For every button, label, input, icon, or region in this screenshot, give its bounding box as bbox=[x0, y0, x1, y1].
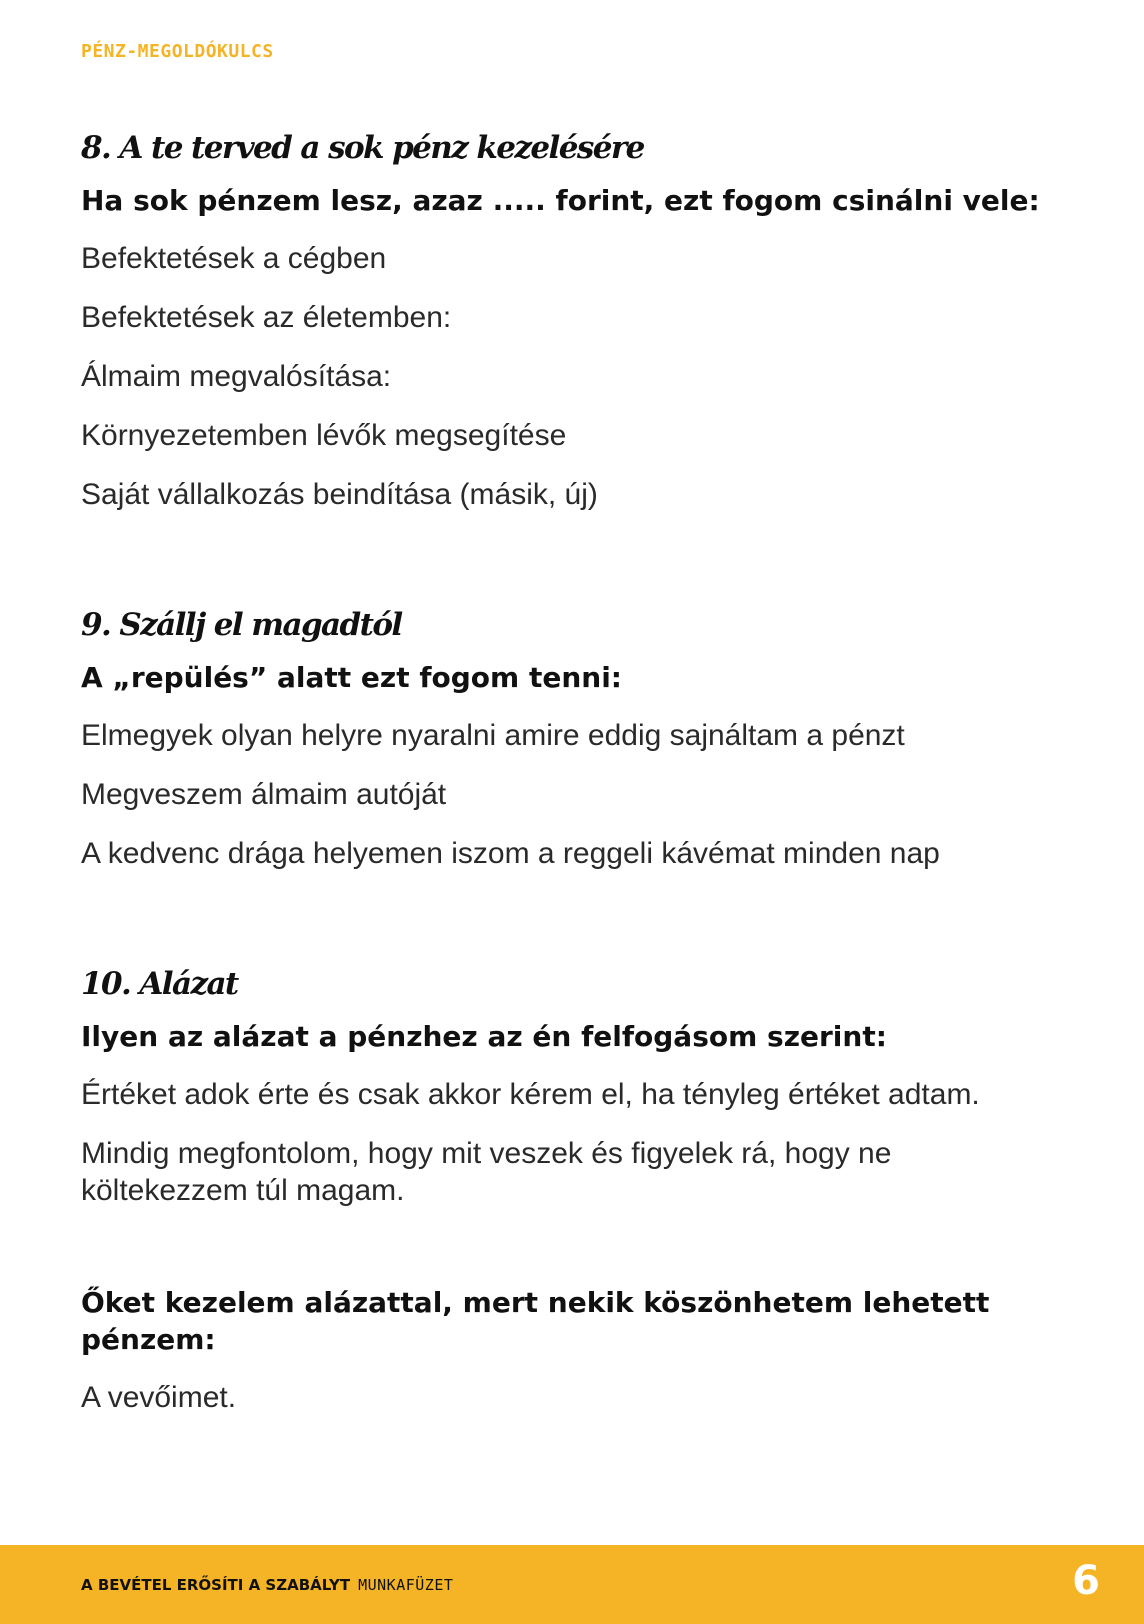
answer-item: Megveszem álmaim autóját bbox=[81, 778, 447, 811]
running-header: PÉNZ-MEGOLDÓKULCS bbox=[81, 41, 274, 62]
section-title: 8. A te terved a sok pénz kezelésére bbox=[81, 130, 644, 166]
footer-title bbox=[81, 1576, 453, 1594]
footer-title-light: MUNKAFÜZET bbox=[358, 1576, 454, 1594]
section-question-secondary: Őket kezelem alázattal, mert nekik köszönhetem lehetett pénzem: bbox=[81, 1286, 990, 1356]
answer-item: Elmegyek olyan helyre nyaralni amire eddig sajnáltam a pénzt bbox=[81, 719, 905, 752]
answer-list bbox=[81, 1076, 1021, 1209]
footer-title-bold: A BEVÉTEL ERŐSÍTI A SZABÁLYT bbox=[81, 1576, 351, 1594]
answer-list-secondary bbox=[81, 1379, 1021, 1416]
section-10 bbox=[81, 962, 1021, 1416]
footer-bar bbox=[0, 1545, 1144, 1624]
section-title: 9. Szállj el magadtól bbox=[81, 607, 402, 643]
section-9 bbox=[81, 603, 1081, 872]
answer-item: Környezetemben lévők megsegítése bbox=[81, 419, 567, 452]
page-number: 6 bbox=[1072, 1558, 1100, 1604]
answer-item: Mindig megfontolom, hogy mit veszek és figyelek rá, hogy ne költekezzem túl magam. bbox=[81, 1137, 892, 1207]
answer-item: Értéket adok érte és csak akkor kérem el, ha tényleg értéket adtam. bbox=[81, 1078, 980, 1111]
section-question: Ilyen az alázat a pénzhez az én felfogásom szerint: bbox=[81, 1020, 887, 1053]
answer-item: Befektetések az életemben: bbox=[81, 301, 452, 334]
answer-item: A vevőimet. bbox=[81, 1381, 237, 1414]
answer-item: Befektetések a cégben bbox=[81, 242, 387, 275]
answer-item: A kedvenc drága helyemen iszom a reggeli kávémat minden nap bbox=[81, 837, 940, 870]
answer-list bbox=[81, 717, 1081, 872]
answer-item: Saját vállalkozás beindítása (másik, új) bbox=[81, 478, 598, 511]
section-8 bbox=[81, 126, 1081, 513]
section-question: Ha sok pénzem lesz, azaz ..... forint, ezt fogom csinálni vele: bbox=[81, 184, 1040, 217]
answer-item: Álmaim megvalósítása: bbox=[81, 360, 392, 393]
section-title: 10. Alázat bbox=[81, 966, 238, 1002]
section-question: A „repülés” alatt ezt fogom tenni: bbox=[81, 661, 622, 694]
answer-list bbox=[81, 240, 1081, 513]
